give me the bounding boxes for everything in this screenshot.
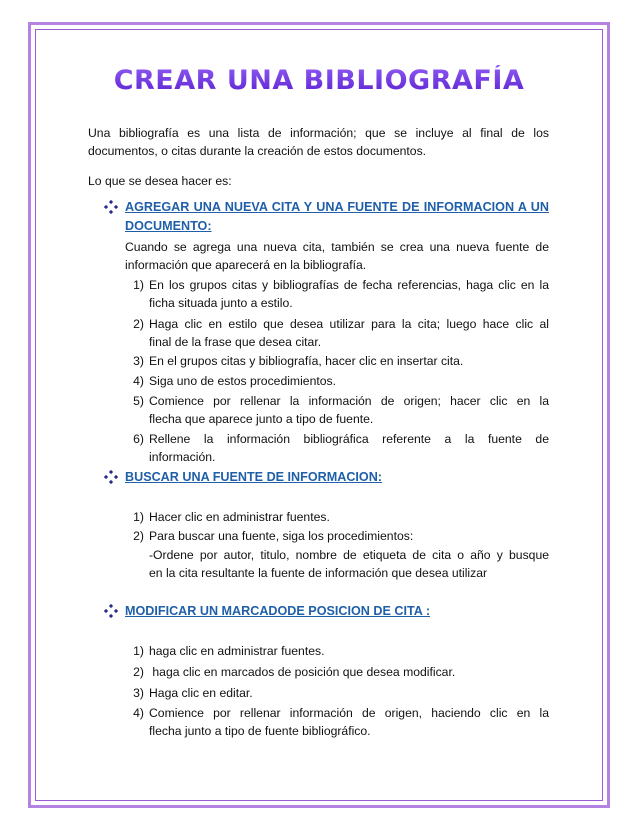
step-number: 3) — [133, 354, 144, 368]
list-item: Rellene la información bibliográfica referente a la fuente de — [149, 432, 549, 446]
list-item-cont: final de la frase que desea citar. — [149, 335, 322, 349]
list-item: haga clic en marcados de posición que desea modificar. — [149, 665, 456, 679]
list-item: Comience por rellenar información de origen, haciendo clic en la — [149, 706, 549, 720]
section-heading-agregar-cont: DOCUMENTO: — [125, 219, 212, 233]
list-item-cont: flecha junto a tipo de fuente bibliográfico. — [149, 724, 371, 738]
list-item-cont: información. — [149, 450, 216, 464]
step-number: 5) — [133, 394, 144, 408]
step-number: 4) — [133, 374, 144, 388]
section-heading-modificar: MODIFICAR UN MARCADODE POSICION DE CITA : — [125, 604, 431, 618]
section1-desc-line-2: información que aparecerá en la bibliografía. — [125, 258, 367, 272]
list-item-cont: en la cita resultante la fuente de información que desea utilizar — [149, 566, 488, 580]
list-item: Haga clic en estilo que desea utilizar para la cita; luego hace clic al — [149, 317, 549, 331]
diamond-bullet-icon — [104, 470, 118, 484]
step-number: 2) — [133, 665, 144, 679]
intro-line-1: Una bibliografía es una lista de información; que se incluye al final de los — [88, 126, 549, 140]
step-number: 2) — [133, 529, 144, 543]
diamond-bullet-icon — [104, 200, 118, 214]
list-item-cont: ficha situada junto a estilo. — [149, 296, 293, 310]
page-title: CREAR UNA BIBLIOGRAFÍA — [0, 65, 638, 96]
list-item: Hacer clic en administrar fuentes. — [149, 510, 330, 524]
intro-lead: Lo que se desea hacer es: — [88, 174, 232, 188]
step-number: 4) — [133, 706, 144, 720]
list-item: haga clic en administrar fuentes. — [149, 644, 325, 658]
section1-desc-line-1: Cuando se agrega una nueva cita, también se crea una nueva fuente de — [125, 240, 549, 254]
section-heading-buscar: BUSCAR UNA FUENTE DE INFORMACION: — [125, 470, 382, 484]
step-number: 2) — [133, 317, 144, 331]
diamond-bullet-icon — [104, 604, 118, 618]
step-number: 6) — [133, 432, 144, 446]
step-number: 1) — [133, 510, 144, 524]
list-item: Haga clic en editar. — [149, 686, 253, 700]
list-item: Siga uno de estos procedimientos. — [149, 374, 336, 388]
list-item-cont: -Ordene por autor, titulo, nombre de etiqueta de cita o año y busque — [149, 548, 549, 562]
step-number: 3) — [133, 686, 144, 700]
section-heading-agregar: AGREGAR UNA NUEVA CITA Y UNA FUENTE DE INFORMACION A UN — [125, 200, 549, 214]
list-item: Comience por rellenar la información de origen; hacer clic en la — [149, 394, 549, 408]
intro-line-2: documentos, o citas durante la creación de estos documentos. — [88, 144, 427, 158]
step-number: 1) — [133, 644, 144, 658]
list-item: En el grupos citas y bibliografía, hacer clic en insertar cita. — [149, 354, 464, 368]
list-item-cont: flecha que aparece junto a tipo de fuente. — [149, 412, 374, 426]
list-item: En los grupos citas y bibliografías de fecha referencias, haga clic en la — [149, 278, 549, 292]
step-number: 1) — [133, 278, 144, 292]
list-item: Para buscar una fuente, siga los procedimientos: — [149, 529, 414, 543]
